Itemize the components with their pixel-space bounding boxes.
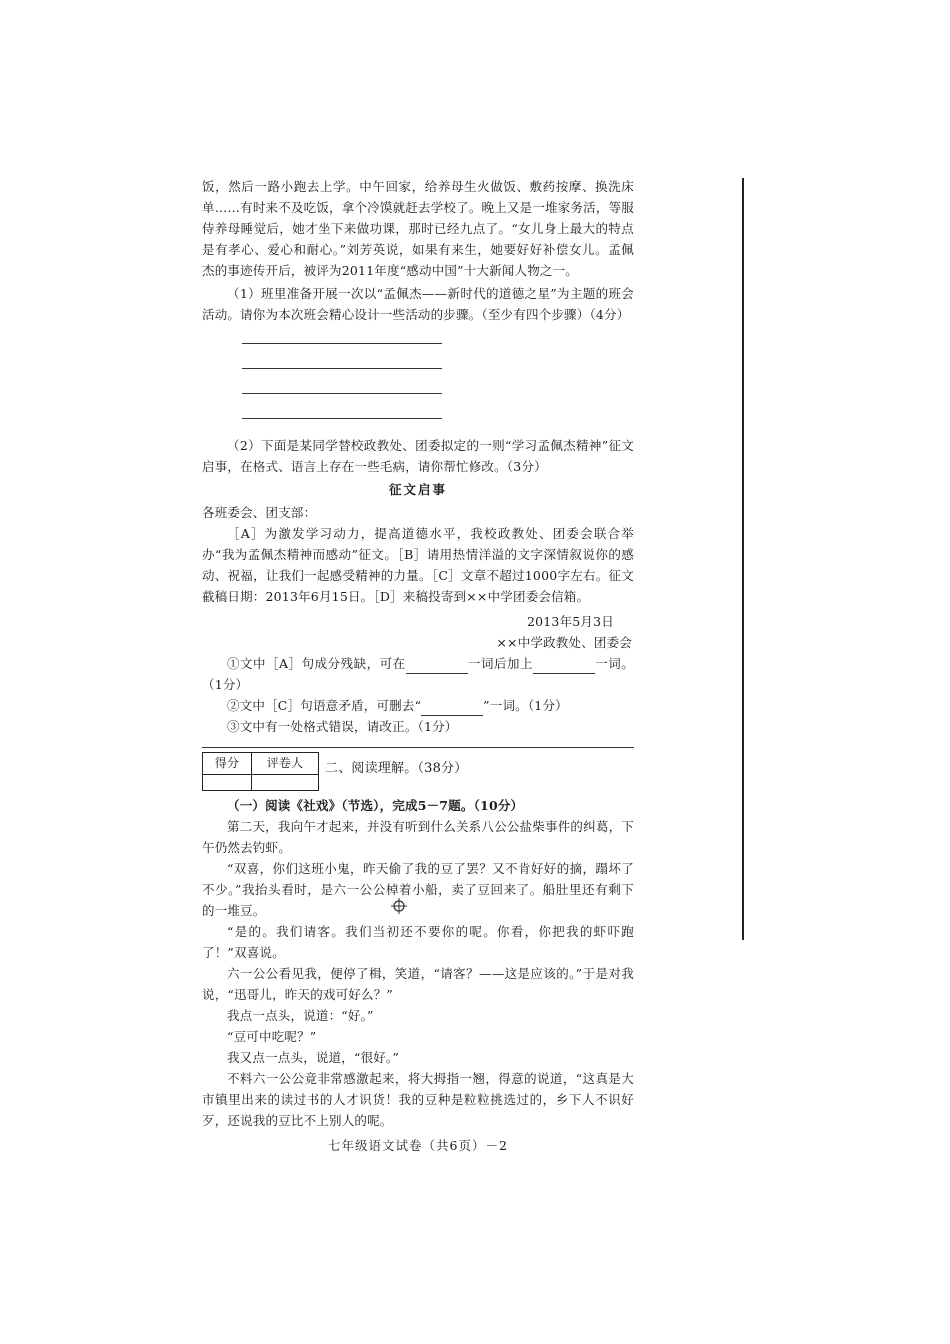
question-1: （1）班里准备开展一次以“孟佩杰——新时代的道德之星”为主题的班会活动。请你为本次班会精心设计一些活动的步骤。（至少有四个步骤）（4分） bbox=[202, 286, 634, 322]
reading-para: “双喜，你们这班小鬼，昨天偷了我的豆了罢？又不肯好好的摘，蹋坏了不少。”我抬头看时，是六一公公棹着小船，卖了豆回来了。船肚里还有剩下的一堆豆。 bbox=[202, 861, 634, 918]
sub-question-a-text3: 一词。（1分） bbox=[202, 656, 634, 692]
passage-top: 饭，然后一路小跑去上学。中午回家，给养母生火做饭、敷药按摩、换洗床单……有时来不及吃饭，拿个冷馍就赶去学校了。晚上又是一堆家务活，等服侍养母睡觉后，她才坐下来做功课，那时已经九点了。“女儿身上最大的特点是有孝心、爱心和耐心。”刘芳英说，如果有来生，她要好好补偿女儿。孟佩杰的事迹传开后，被评为2011年度“感动中国”十大新闻人物之一。 bbox=[202, 179, 634, 278]
answer-blank[interactable] bbox=[406, 659, 468, 674]
grader-header: 评卷人 bbox=[252, 753, 319, 775]
notice-title: 征文启事 bbox=[388, 482, 447, 497]
score-row bbox=[202, 752, 634, 791]
score-cell[interactable] bbox=[203, 775, 252, 791]
sub-question-b bbox=[202, 695, 634, 716]
reading-para: 我又点一点头，说道，“很好。” bbox=[227, 1050, 400, 1065]
answer-blank[interactable] bbox=[533, 659, 595, 674]
sub-question-a bbox=[202, 653, 634, 695]
answer-blank[interactable] bbox=[421, 701, 483, 716]
notice-date: 2013年5月3日 bbox=[526, 614, 614, 629]
notice-body: ［A］为激发学习动力，提高道德水平，我校政教处、团委会联合举办“我为孟佩杰精神而感动”征文。［B］请用热情洋溢的文字深情叙说你的感动、祝福，让我们一起感受精神的力量。［C］文章不超过1000字左右。征文截稿日期：2013年6月15日。［D］来稿投寄到××中学团委会信箱。 bbox=[202, 526, 634, 604]
reading-para: “是的。我们请客。我们当初还不要你的呢。你看，你把我的虾吓跑了！”双喜说。 bbox=[202, 924, 634, 960]
score-table bbox=[202, 752, 319, 791]
reading-para: 我点一点头，说道：“好。” bbox=[227, 1008, 374, 1023]
reading-title: （一）阅读《社戏》（节选），完成5－7题。（10分） bbox=[227, 798, 524, 813]
section-2-title: 二、阅读理解。（38分） bbox=[325, 761, 468, 776]
reading-para: 不料六一公公竟非常感激起来，将大拇指一翘，得意的说道，“这真是大市镇里出来的读过书的人才识货！我的豆种是粒粒挑选过的，乡下人不识好歹，还说我的豆比不上别人的呢。 bbox=[202, 1071, 634, 1128]
answer-line[interactable] bbox=[242, 381, 442, 394]
registration-mark-icon bbox=[391, 898, 407, 914]
page-edge-rule bbox=[742, 178, 744, 940]
reading-para: “豆可中吃呢？” bbox=[227, 1029, 317, 1044]
sub-question-b-text1: ②文中［C］句语意矛盾，可删去“ bbox=[227, 698, 422, 713]
answer-lines-q1 bbox=[222, 329, 634, 429]
page-footer: 七年级语文试卷（共6页）－2 bbox=[328, 1138, 508, 1153]
answer-line[interactable] bbox=[242, 406, 442, 419]
score-header: 得分 bbox=[203, 753, 252, 775]
answer-line-q2c[interactable] bbox=[202, 747, 634, 748]
question-2: （2）下面是某同学替校政教处、团委拟定的一则“学习孟佩杰精神”征文启事，在格式、语言上存在一些毛病，请你帮忙修改。（3分） bbox=[202, 438, 634, 474]
notice-greeting: 各班委会、团支部： bbox=[202, 505, 317, 520]
sub-question-a-text1: ①文中［A］句成分残缺，可在 bbox=[227, 656, 406, 671]
grader-cell[interactable] bbox=[252, 775, 319, 791]
reading-para: 第二天，我向午才起来，并没有听到什么关系八公公盐柴事件的纠葛，下午仍然去钓虾。 bbox=[202, 819, 634, 855]
sub-question-c: ③文中有一处格式错误，请改正。（1分） bbox=[227, 719, 458, 734]
answer-line[interactable] bbox=[242, 356, 442, 369]
answer-line[interactable] bbox=[242, 331, 442, 344]
exam-page bbox=[202, 176, 634, 1169]
sub-question-b-text2: ”一词。（1分） bbox=[483, 698, 568, 713]
notice-signature: ××中学政教处、团委会 bbox=[496, 635, 632, 650]
reading-para: 六一公公看见我，便停了楫，笑道，“请客？——这是应该的。”于是对我说，“迅哥儿，昨天的戏可好么？” bbox=[202, 966, 634, 1002]
sub-question-a-text2: 一词后加上 bbox=[467, 656, 533, 671]
